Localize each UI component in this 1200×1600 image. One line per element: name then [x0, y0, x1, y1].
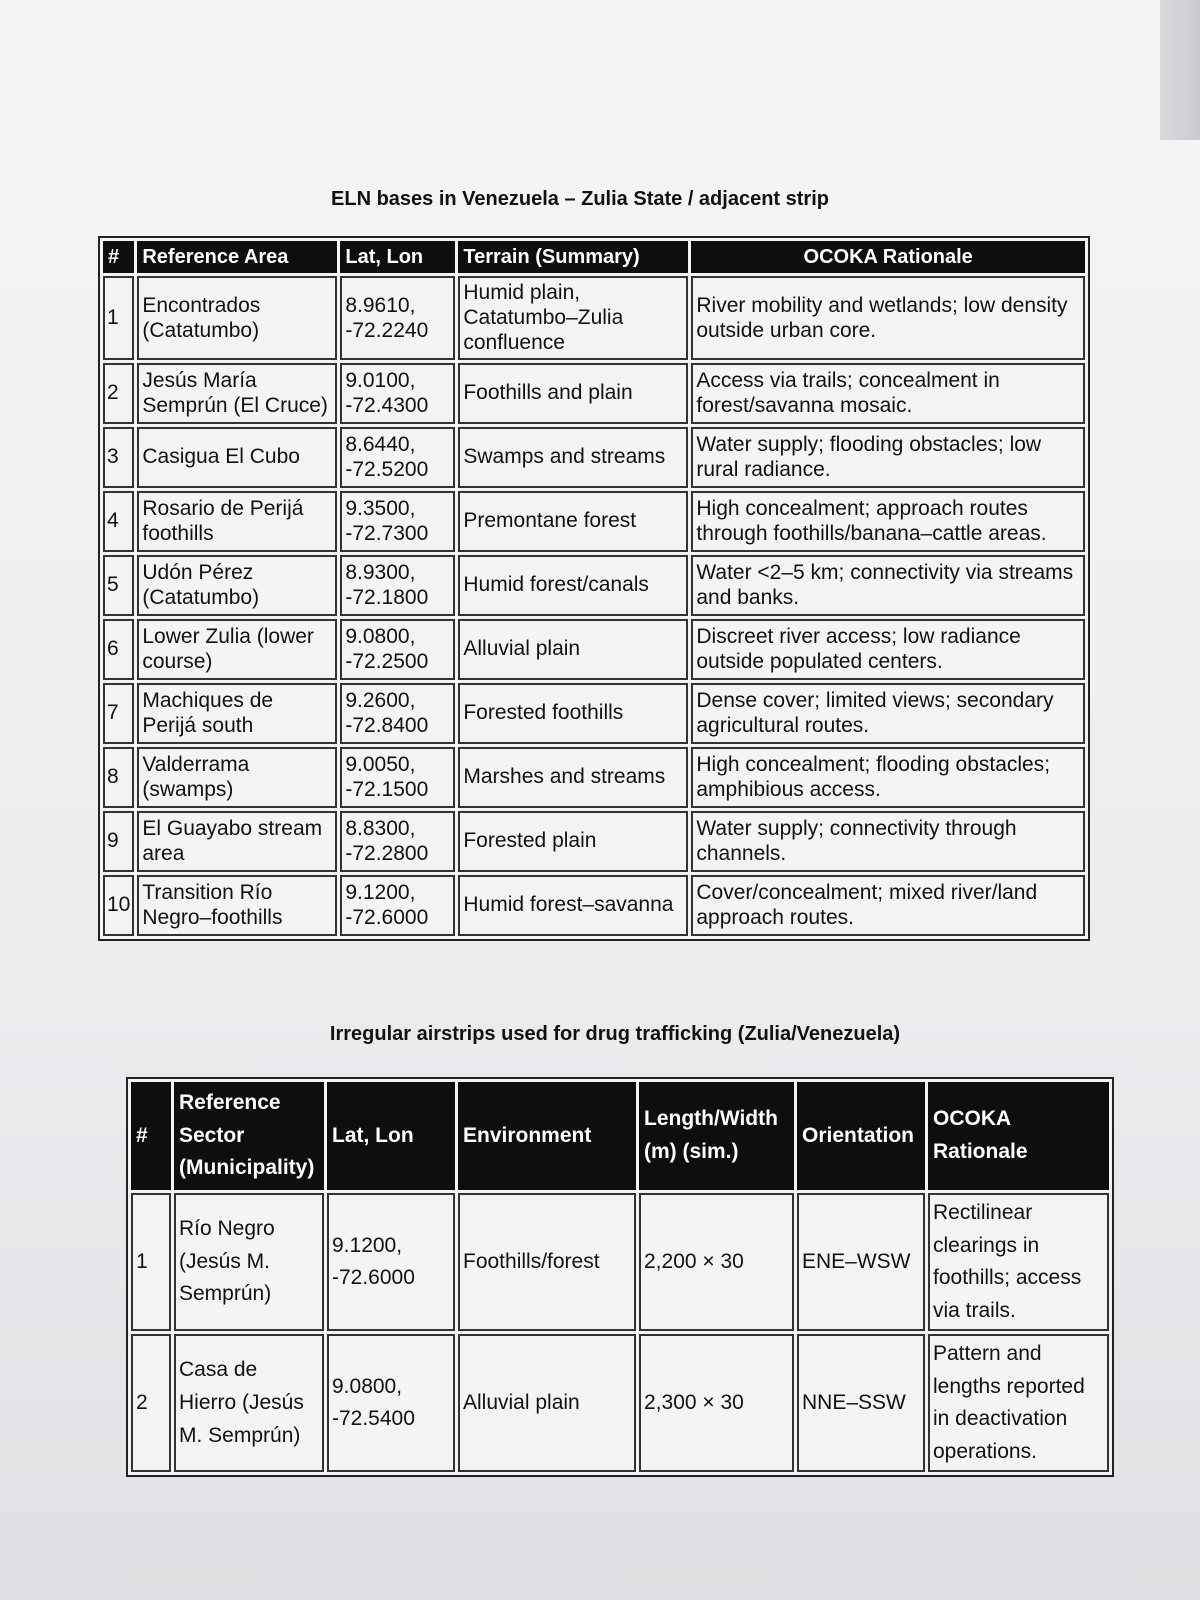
table2-cell-length-width: 2,300 × 30: [639, 1334, 794, 1472]
table2-cell-length-width: 2,200 × 30: [639, 1193, 794, 1331]
table1-cell-terrain: Foothills and plain: [458, 363, 688, 424]
table1-cell-num: 5: [103, 555, 134, 616]
table2-cell-sector: Río Negro (Jesús M. Semprún): [174, 1193, 324, 1331]
table-row: [103, 747, 1085, 808]
table1-cell-num: 7: [103, 683, 134, 744]
table1-cell-reference-area: El Guayabo stream area: [137, 811, 337, 872]
table1-cell-ocoka: High concealment; flooding obstacles; amphibious access.: [691, 747, 1085, 808]
table2-cell-sector: Casa de Hierro (Jesús M. Semprún): [174, 1334, 324, 1472]
table2-cell-ocoka: Pattern and lengths reported in deactivation operations.: [928, 1334, 1109, 1472]
eln-bases-table: [98, 236, 1090, 941]
table1-title: ELN bases in Venezuela – Zulia State / adjacent strip: [331, 188, 829, 210]
table-row: [103, 619, 1085, 680]
table2-cell-num: 2: [131, 1334, 171, 1472]
table2-header-orientation: Orientation: [797, 1082, 925, 1190]
table1-cell-ocoka: Dense cover; limited views; secondary agricultural routes.: [691, 683, 1085, 744]
table2-header-latlon: Lat, Lon: [327, 1082, 455, 1190]
table1-cell-num: 3: [103, 427, 134, 488]
table1-cell-terrain: Marshes and streams: [458, 747, 688, 808]
table2-cell-num: 1: [131, 1193, 171, 1331]
table1-cell-num: 4: [103, 491, 134, 552]
table1-cell-latlon: 8.6440, -72.5200: [340, 427, 455, 488]
table2-header-num: #: [131, 1082, 171, 1190]
table1-cell-latlon: 9.0800, -72.2500: [340, 619, 455, 680]
table1-cell-num: 1: [103, 276, 134, 360]
table2-cell-orientation: ENE–WSW: [797, 1193, 925, 1331]
table1-cell-latlon: 9.2600, -72.8400: [340, 683, 455, 744]
table1-cell-terrain: Premontane forest: [458, 491, 688, 552]
table1-cell-latlon: 8.8300, -72.2800: [340, 811, 455, 872]
table-row: [131, 1334, 1109, 1472]
page-corner-shadow: [1160, 0, 1200, 140]
table1-header-reference-area: Reference Area: [137, 241, 337, 273]
table2-title: Irregular airstrips used for drug trafficking (Zulia/Venezuela): [329, 1023, 901, 1045]
table1-cell-latlon: 8.9300, -72.1800: [340, 555, 455, 616]
table1-cell-reference-area: Casigua El Cubo: [137, 427, 337, 488]
table-row: [131, 1193, 1109, 1331]
table2-header-ocoka: OCOKA Rationale: [928, 1082, 1109, 1190]
table1-cell-num: 6: [103, 619, 134, 680]
table1-cell-num: 8: [103, 747, 134, 808]
table1-cell-latlon: 9.0050, -72.1500: [340, 747, 455, 808]
table1-cell-terrain: Forested plain: [458, 811, 688, 872]
table1-cell-ocoka: Water supply; flooding obstacles; low rural radiance.: [691, 427, 1085, 488]
table1-cell-num: 10: [103, 875, 134, 936]
table1-header-ocoka: OCOKA Rationale: [691, 241, 1085, 273]
table1-cell-ocoka: Access via trails; concealment in forest/savanna mosaic.: [691, 363, 1085, 424]
table-row: [103, 491, 1085, 552]
table2-cell-ocoka: Rectilinear clearings in foothills; access via trails.: [928, 1193, 1109, 1331]
table2-header-length-width: Length/Width (m) (sim.): [639, 1082, 794, 1190]
table1-cell-ocoka: High concealment; approach routes through foothills/banana–cattle areas.: [691, 491, 1085, 552]
table-row: [103, 555, 1085, 616]
table1-header-latlon: Lat, Lon: [340, 241, 455, 273]
table2-cell-latlon: 9.0800, -72.5400: [327, 1334, 455, 1472]
table1-header-terrain: Terrain (Summary): [458, 241, 688, 273]
table1-cell-reference-area: Rosario de Perijá foothills: [137, 491, 337, 552]
table1-cell-terrain: Swamps and streams: [458, 427, 688, 488]
table1-cell-latlon: 9.3500, -72.7300: [340, 491, 455, 552]
table1-cell-ocoka: Water <2–5 km; connectivity via streams and banks.: [691, 555, 1085, 616]
table1-cell-reference-area: Udón Pérez (Catatumbo): [137, 555, 337, 616]
table2-header-environment: Environment: [458, 1082, 636, 1190]
table1-cell-terrain: Humid forest–savanna: [458, 875, 688, 936]
table2-cell-latlon: 9.1200, -72.6000: [327, 1193, 455, 1331]
table1-cell-reference-area: Encontrados (Catatumbo): [137, 276, 337, 360]
table1-cell-terrain: Forested foothills: [458, 683, 688, 744]
table-row: [103, 276, 1085, 360]
table1-cell-terrain: Humid plain, Catatumbo–Zulia confluence: [458, 276, 688, 360]
table2-cell-orientation: NNE–SSW: [797, 1334, 925, 1472]
table1-cell-latlon: 9.1200, -72.6000: [340, 875, 455, 936]
table1-cell-reference-area: Transition Río Negro–foothills: [137, 875, 337, 936]
table1-cell-reference-area: Jesús María Semprún (El Cruce): [137, 363, 337, 424]
table1-cell-latlon: 8.9610, -72.2240: [340, 276, 455, 360]
table1-cell-terrain: Humid forest/canals: [458, 555, 688, 616]
table2-header-sector: Reference Sector (Municipality): [174, 1082, 324, 1190]
table1-cell-num: 9: [103, 811, 134, 872]
table1-cell-reference-area: Machiques de Perijá south: [137, 683, 337, 744]
table-row: [103, 427, 1085, 488]
table1-cell-ocoka: Cover/concealment; mixed river/land approach routes.: [691, 875, 1085, 936]
table1-header-num: #: [103, 241, 134, 273]
table1-cell-ocoka: Water supply; connectivity through channels.: [691, 811, 1085, 872]
table1-cell-reference-area: Lower Zulia (lower course): [137, 619, 337, 680]
table2-header-row: [131, 1082, 1109, 1190]
table2-cell-environment: Foothills/forest: [458, 1193, 636, 1331]
table1-header-row: [103, 241, 1085, 273]
table2-cell-environment: Alluvial plain: [458, 1334, 636, 1472]
table-row: [103, 811, 1085, 872]
table1-cell-latlon: 9.0100, -72.4300: [340, 363, 455, 424]
table-row: [103, 363, 1085, 424]
table1-cell-ocoka: Discreet river access; low radiance outside populated centers.: [691, 619, 1085, 680]
airstrips-table: [126, 1077, 1114, 1477]
table1-cell-terrain: Alluvial plain: [458, 619, 688, 680]
table1-cell-reference-area: Valderrama (swamps): [137, 747, 337, 808]
table1-cell-num: 2: [103, 363, 134, 424]
table-row: [103, 683, 1085, 744]
table1-cell-ocoka: River mobility and wetlands; low density outside urban core.: [691, 276, 1085, 360]
table-row: [103, 875, 1085, 936]
